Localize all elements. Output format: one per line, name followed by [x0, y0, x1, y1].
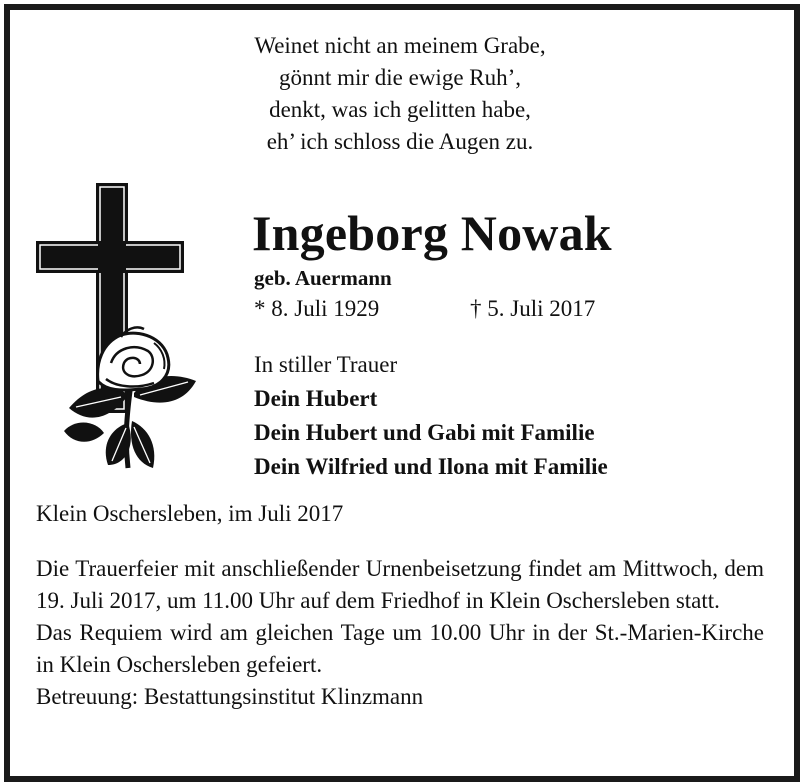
funeral-notice [36, 553, 764, 713]
cross-rose-emblem [36, 183, 206, 483]
mourner-line: Dein Wilfried und Ilona mit Familie [254, 454, 608, 479]
death-date: † 5. Juli 2017 [470, 296, 596, 321]
funeral-info: Die Trauerfeier mit anschließender Urnenbeisetzung findet am Mittwoch, dem 19. Juli 2017, um 11.00 Uhr auf dem Friedhof in Klein Oschersleben statt. [36, 556, 764, 613]
requiem-info: Das Requiem wird am gleichen Tage um 10.00 Uhr in der St.-Marien-Kirche in Klein Oschersleben gefeiert. [36, 620, 764, 677]
place-date: Klein Oschersleben, im Juli 2017 [36, 501, 344, 526]
mourners [254, 348, 608, 484]
mourner-line: Dein Hubert und Gabi mit Familie [254, 420, 595, 445]
maiden-name: geb. Auermann [254, 266, 392, 290]
birth-date: * 8. Juli 1929 [254, 296, 380, 321]
poem-line: gönnt mir die ewige Ruh’, [278, 65, 522, 90]
care-info: Betreuung: Bestattungsinstitut Klinzmann [36, 684, 424, 709]
mourner-line: Dein Hubert [254, 386, 378, 411]
poem-line: eh’ ich schloss die Augen zu. [266, 129, 534, 154]
poem [0, 30, 800, 158]
deceased-name: Ingeborg Nowak [252, 205, 612, 261]
poem-line: Weinet nicht an meinem Grabe, [254, 33, 546, 58]
mourners-intro: In stiller Trauer [254, 352, 398, 377]
rose-icon [64, 327, 196, 468]
poem-line: denkt, was ich gelitten habe, [269, 97, 531, 122]
